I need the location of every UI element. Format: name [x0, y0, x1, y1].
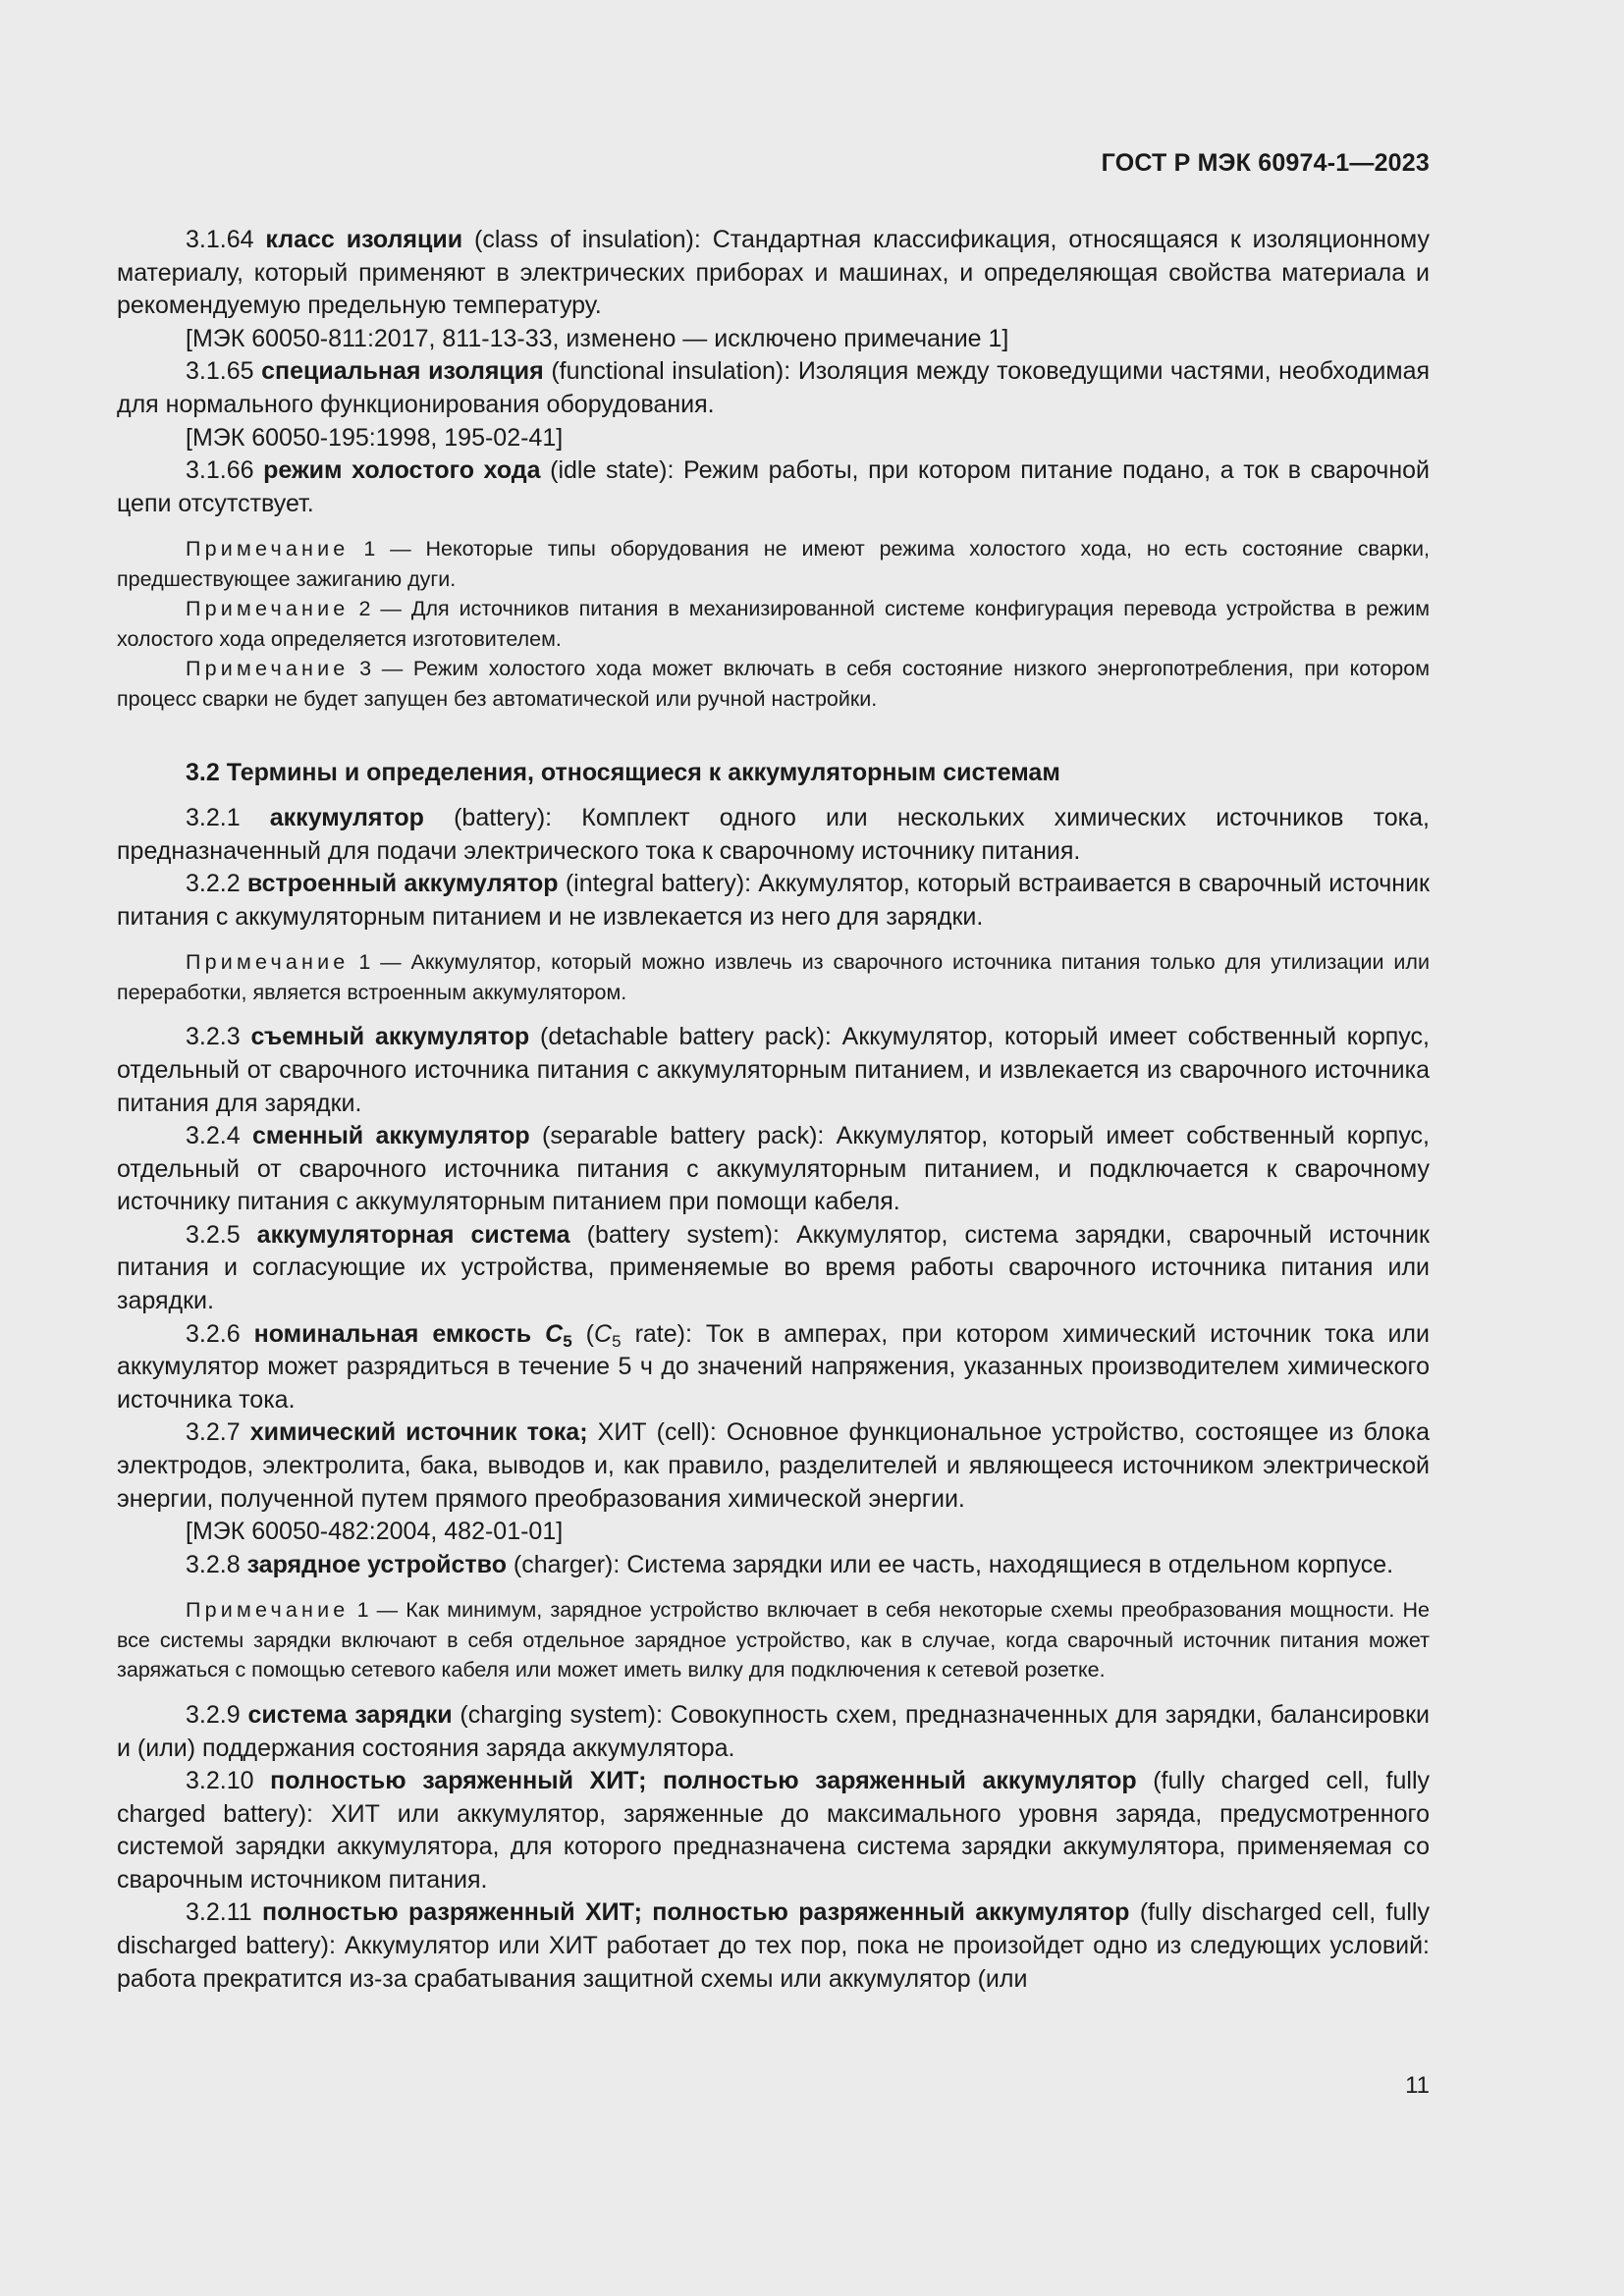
term-3-2-10: 3.2.10 полностью заряженный ХИТ; полностью заряженный аккумулятор (fully charged cell, fully charged battery): ХИТ или аккумулятор, заряженные до максимального уровня заряда, предусмотренного системой зарядки аккумулятора, для которого предназначена система зарядки аккумулятора, применяемая со сварочным источником питания. [117, 1767, 1431, 1894]
reference: [МЭК 60050-195:1998, 195-02-41] [186, 423, 564, 452]
term-3-1-65: 3.1.65 специальная изоляция (functional insulation): Изоляция между токоведущими частями, необходимая для нормального функционирования оборудования. [117, 357, 1431, 418]
term-title: специальная изоляция [261, 357, 544, 386]
term-title: класс изоляции [265, 226, 463, 253]
term-title: сменный аккумулятор [251, 1122, 530, 1150]
term-3-2-6: 3.2.6 номинальная емкость $C_5$ ($C_5$ rate): Ток в амперах, при котором химический источник тока или аккумулятор может разрядиться в течение 5 ч до значений напряжения, указанных производителем химического источника тока. [117, 1319, 1430, 1414]
term-title: аккумулятор [269, 803, 424, 831]
note: Примечание 2 — Для источников питания в механизированной системе конфигурация перевода устройства в режим холостого хода определяется изготовителем. [117, 597, 1430, 651]
symbol-subscript: 5 [563, 1331, 572, 1351]
term-title: режим холостого хода [263, 456, 541, 485]
term-3-2-1: 3.2.1 аккумулятор (battery): Комплект одного или нескольких химических источников тока, предназначенный для подачи электрического тока к сварочному источнику питания. [117, 803, 1430, 865]
note: Примечание 3 — Режим холостого хода может включать в себя состояние низкого энергопотребления, при котором процесс сварки не будет запущен без автоматической или ручной настройки. [117, 657, 1430, 711]
term-title: съемный аккумулятор [250, 1023, 530, 1051]
note: Примечание 1 — Как минимум, зарядное устройство включает в себя некоторые схемы преобразования мощности. Не все системы зарядки включают в себя отдельное зарядное устройство, как в случае, когда сварочный источник питания может заряжаться с помощью сетевого кабеля или может иметь вилку для подключения к сетевой розетке. [117, 1598, 1430, 1682]
term-title: химический источник тока; [249, 1418, 588, 1447]
term-3-1-64: 3.1.64 класс изоляции (class of insulation): Стандартная классификация, относящаяся к изоляционному материалу, который применяют в электрических приборах и машинах, и определяющая свойства материала и рекомендуемую предельную температуру. [117, 226, 1430, 320]
term-title: система зарядки [247, 1700, 453, 1729]
term-3-2-7: 3.2.7 химический источник тока; ХИТ (cell): Основное функциональное устройство, состоящее из блока электродов, электролита, бака, выводов и, как правило, разделителей и являющееся источником электрической энергии, полученной путем прямого преобразования химической энергии. [117, 1418, 1430, 1513]
term-title: полностью заряженный ХИТ; полностью заряженный аккумулятор [270, 1767, 1137, 1795]
page-number: 11 [1405, 2072, 1430, 2099]
note: Примечание 1 — Аккумулятор, который можно извлечь из сварочного источника питания только для утилизации или переработки, является встроенным аккумулятором. [117, 950, 1430, 1004]
term-3-2-3: 3.2.3 съемный аккумулятор (detachable battery pack): Аккумулятор, который имеет собственный корпус, отдельный от сварочного источника питания с аккумуляторным питанием, и извлекается из сварочного источника питания для зарядки. [117, 1023, 1430, 1117]
term-title: зарядное устройство [246, 1550, 507, 1578]
term-title: встроенный аккумулятор [246, 870, 559, 898]
term-title: номинальная емкость [253, 1319, 546, 1348]
term-3-2-4: 3.2.4 сменный аккумулятор (separable battery pack): Аккумулятор, который имеет собственный корпус, отдельный от сварочного источника питания с аккумуляторным питанием, и подключается к сварочному источнику питания с аккумуляторным питанием при помощи кабеля. [117, 1122, 1430, 1216]
term-3-2-11: 3.2.11 полностью разряженный ХИТ; полностью разряженный аккумулятор (fully discharged cell, fully discharged battery): Аккумулятор или ХИТ работает до тех пор, пока не произойдет одно из следующих условий: работа прекратится из-за срабатывания защитной схемы или аккумулятор (или [117, 1898, 1430, 1993]
symbol-subscript: 5 [612, 1331, 622, 1351]
symbol-c: C [594, 1319, 613, 1348]
term-3-1-66: 3.1.66 режим холостого хода (idle state): Режим работы, при котором питание подано, а ток в сварочной цепи отсутствует. [117, 456, 1430, 517]
term-3-2-9: 3.2.9 система зарядки (charging system): Совокупность схем, предназначенных для зарядки, балансировки и (или) поддержания состояния заряда аккумулятора. [117, 1700, 1430, 1762]
document-body [117, 224, 1430, 1996]
term-3-2-2: 3.2.2 встроенный аккумулятор (integral battery): Аккумулятор, который встраивается в сварочный источник питания с аккумуляторным питанием и не извлекается из него для зарядки. [117, 870, 1430, 931]
symbol-c: C [545, 1319, 564, 1348]
term-title: аккумуляторная система [256, 1220, 570, 1249]
reference: [МЭК 60050-482:2004, 482-01-01] [186, 1518, 564, 1546]
term-title: полностью разряженный ХИТ; полностью разряженный аккумулятор [262, 1898, 1130, 1927]
document-header: ГОСТ Р МЭК 60974-1—2023 [1101, 149, 1430, 177]
term-3-2-8: 3.2.8 зарядное устройство (charger): Система зарядки или ее часть, находящиеся в отдельном корпусе. [186, 1550, 1394, 1578]
reference: [МЭК 60050-811:2017, 811-13-33, изменено — исключено примечание 1] [186, 324, 1009, 352]
note: Примечание 1 — Некоторые типы оборудования не имеют режима холостого хода, но есть состояние сварки, предшествующее зажиганию дуги. [117, 537, 1430, 591]
term-3-2-5: 3.2.5 аккумуляторная система (battery system): Аккумулятор, система зарядки, сварочный источник питания и согласующие их устройства, применяемые во время работы сварочного источника питания или зарядки. [117, 1220, 1430, 1315]
section-title: 3.2 Термины и определения, относящиеся к аккумуляторным системам [186, 759, 1060, 787]
